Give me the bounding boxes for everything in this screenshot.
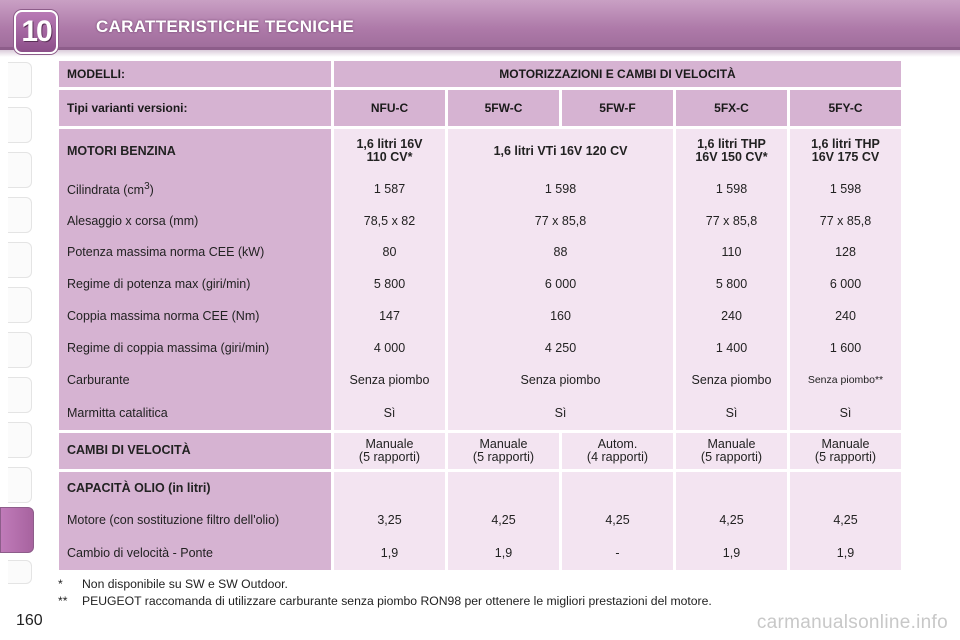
table-cell: Senza piombo	[676, 364, 787, 396]
gearbox-type: Autom.	[597, 436, 638, 451]
variant-cell: NFU-C	[334, 90, 445, 126]
table-cell	[562, 472, 673, 505]
footnote-text: Non disponibile su SW e SW Outdoor.	[82, 577, 288, 591]
table-row	[59, 536, 901, 570]
side-tab[interactable]	[8, 197, 32, 233]
variant-cell: 5FW-F	[562, 90, 673, 126]
table-cell: 1 598	[448, 173, 673, 205]
gearbox-ratios: (5 rapporti)	[472, 449, 535, 464]
gearbox-cell	[448, 433, 559, 469]
models-row	[59, 61, 901, 87]
side-tab[interactable]	[8, 62, 32, 98]
side-tab[interactable]	[8, 332, 32, 368]
gearbox-ratios: (5 rapporti)	[814, 449, 877, 464]
oil-header-row	[59, 472, 901, 505]
table-cell: 1 598	[790, 173, 901, 205]
gearbox-label: CAMBI DI VELOCITÀ	[59, 433, 331, 469]
gearbox-type: Manuale	[365, 436, 414, 451]
chapter-badge: 10	[14, 10, 58, 54]
table-cell: Sì	[676, 396, 787, 430]
table-cell: 4 250	[448, 332, 673, 364]
spec-table	[56, 61, 904, 570]
gearbox-cell	[334, 433, 445, 469]
side-tab[interactable]	[8, 467, 32, 503]
engine-cell	[334, 129, 445, 173]
table-row	[59, 364, 901, 396]
variant-cell: 5FX-C	[676, 90, 787, 126]
table-row	[59, 332, 901, 364]
engine-line: 16V 150 CV*	[695, 150, 768, 164]
table-cell: 6 000	[448, 268, 673, 300]
side-tab[interactable]	[8, 560, 32, 584]
footnotes	[58, 576, 712, 610]
table-row	[59, 396, 901, 430]
table-cell: 1,9	[334, 536, 445, 570]
table-cell: 5 800	[334, 268, 445, 300]
table-cell: 110	[676, 237, 787, 269]
footnote-mark: **	[58, 594, 68, 608]
table-cell: 77 x 85,8	[448, 205, 673, 237]
gearbox-cell	[676, 433, 787, 469]
gearbox-type: Manuale	[821, 436, 870, 451]
side-tab[interactable]	[8, 422, 32, 458]
row-label-text: Cilindrata (cm	[67, 182, 145, 197]
side-tab[interactable]	[8, 152, 32, 188]
footnote	[58, 576, 712, 593]
row-label: Potenza massima norma CEE (kW)	[59, 237, 331, 269]
engine-cell	[790, 129, 901, 173]
engine-line: 1,6 litri THP	[811, 137, 880, 151]
side-tab-active[interactable]	[0, 507, 34, 553]
gearbox-ratios: (5 rapporti)	[700, 449, 763, 464]
side-tab[interactable]	[8, 287, 32, 323]
table-cell: 240	[790, 300, 901, 332]
gearbox-ratios: (4 rapporti)	[586, 449, 649, 464]
petrol-label: MOTORI BENZINA	[59, 129, 331, 173]
oil-label: CAPACITÀ OLIO (in litri)	[59, 472, 331, 505]
gearbox-row	[59, 433, 901, 469]
row-label	[59, 173, 331, 205]
table-cell: 88	[448, 237, 673, 269]
gearbox-cell	[562, 433, 673, 469]
table-cell: 128	[790, 237, 901, 269]
row-label: Cambio di velocità - Ponte	[59, 536, 331, 570]
gearbox-type: Manuale	[707, 436, 756, 451]
row-label: Regime di coppia massima (giri/min)	[59, 332, 331, 364]
variants-row	[59, 90, 901, 126]
engine-line: 110 CV*	[366, 150, 413, 164]
row-label: Coppia massima norma CEE (Nm)	[59, 300, 331, 332]
table-cell: 80	[334, 237, 445, 269]
table-cell: -	[562, 536, 673, 570]
watermark: carmanualsonline.info	[756, 612, 948, 633]
variant-cell: 5FW-C	[448, 90, 559, 126]
table-cell: 1 600	[790, 332, 901, 364]
row-label: Motore (con sostituzione filtro dell'olio)	[59, 505, 331, 536]
row-label-end: )	[149, 182, 154, 197]
unit-superscript: 3	[144, 180, 150, 192]
table-cell: 4 000	[334, 332, 445, 364]
table-cell: 1 400	[676, 332, 787, 364]
chapter-side-tabs	[0, 62, 36, 582]
table-cell: 4,25	[448, 505, 559, 536]
table-cell: Senza piombo**	[790, 364, 901, 396]
row-label: Alesaggio x corsa (mm)	[59, 205, 331, 237]
engine-line: 1,6 litri THP	[697, 137, 766, 151]
table-row	[59, 505, 901, 536]
footnote	[58, 593, 712, 610]
engine-cell	[676, 129, 787, 173]
table-cell: 77 x 85,8	[790, 205, 901, 237]
page-title: CARATTERISTICHE TECNICHE	[96, 17, 355, 36]
table-cell	[334, 472, 445, 505]
table-cell: Senza piombo	[448, 364, 673, 396]
gearbox-ratios: (5 rapporti)	[358, 449, 421, 464]
table-cell: 147	[334, 300, 445, 332]
table-row	[59, 205, 901, 237]
side-tab[interactable]	[8, 377, 32, 413]
table-cell: 4,25	[562, 505, 673, 536]
table-cell: Senza piombo	[334, 364, 445, 396]
engine-line: 1,6 litri 16V	[356, 137, 423, 151]
table-cell	[448, 472, 559, 505]
table-cell	[676, 472, 787, 505]
engine-line: 16V 175 CV	[811, 150, 880, 164]
table-cell: Sì	[790, 396, 901, 430]
row-label: Regime di potenza max (giri/min)	[59, 268, 331, 300]
table-cell: 1,9	[448, 536, 559, 570]
gearbox-type: Manuale	[479, 436, 528, 451]
petrol-engines-row	[59, 129, 901, 173]
side-tab[interactable]	[8, 107, 32, 143]
table-cell: 240	[676, 300, 787, 332]
page-number: 160	[16, 612, 43, 629]
table-row	[59, 237, 901, 269]
table-cell: 160	[448, 300, 673, 332]
gearbox-cell	[790, 433, 901, 469]
table-cell: 78,5 x 82	[334, 205, 445, 237]
engine-cell: 1,6 litri VTi 16V 120 CV	[448, 129, 673, 173]
table-cell: 4,25	[790, 505, 901, 536]
table-row	[59, 268, 901, 300]
row-label: Marmitta catalitica	[59, 396, 331, 430]
table-cell: 1,9	[790, 536, 901, 570]
table-cell: 4,25	[676, 505, 787, 536]
table-cell	[790, 472, 901, 505]
table-cell: 1 587	[334, 173, 445, 205]
table-row	[59, 300, 901, 332]
engines-header: MOTORIZZAZIONI E CAMBI DI VELOCITÀ	[334, 61, 901, 87]
table-cell: 1 598	[676, 173, 787, 205]
table-cell: Sì	[448, 396, 673, 430]
table-cell: 77 x 85,8	[676, 205, 787, 237]
table-cell: 1,9	[676, 536, 787, 570]
variants-label: Tipi varianti versioni:	[59, 90, 331, 126]
footnote-text: PEUGEOT raccomanda di utilizzare carburante senza piombo RON98 per ottenere le migliori prestazioni del motore.	[82, 594, 712, 608]
variant-cell: 5FY-C	[790, 90, 901, 126]
table-cell: Sì	[334, 396, 445, 430]
models-label: MODELLI:	[59, 61, 331, 87]
side-tab[interactable]	[8, 242, 32, 278]
row-label: Carburante	[59, 364, 331, 396]
table-cell: 5 800	[676, 268, 787, 300]
footnote-mark: *	[58, 577, 63, 591]
table-cell: 6 000	[790, 268, 901, 300]
table-row	[59, 173, 901, 205]
table-cell: 3,25	[334, 505, 445, 536]
